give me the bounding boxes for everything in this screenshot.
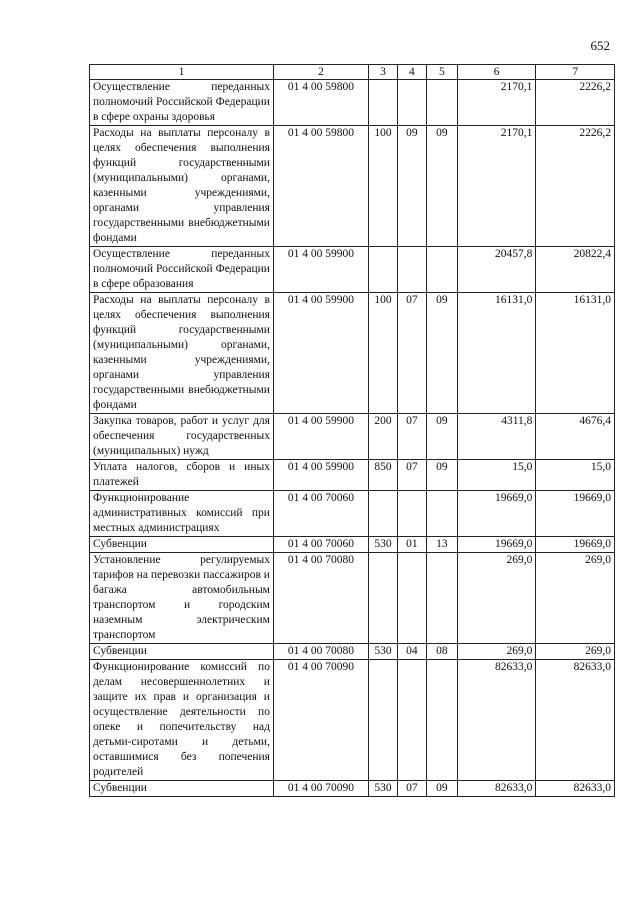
amount-col-6-cell: 2170,1 [457, 80, 536, 126]
amount-col-6-cell: 19669,0 [457, 491, 536, 537]
expense-name-cell: Субвенции [90, 537, 274, 553]
expense-name-cell: Закупка товаров, работ и услуг для обеспечения государственных (муниципальных) нужд [90, 414, 274, 460]
section-cell: 09 [397, 126, 426, 247]
expense-type-cell: 530 [369, 781, 398, 797]
subsection-cell: 09 [426, 126, 457, 247]
amount-col-7-cell: 15,0 [536, 460, 615, 491]
section-cell [397, 660, 426, 781]
header-col-2: 2 [273, 65, 368, 80]
table-row [90, 293, 615, 414]
table-row [90, 553, 615, 644]
subsection-cell [426, 247, 457, 293]
table-row [90, 80, 615, 126]
expense-type-cell [369, 80, 398, 126]
amount-col-7-cell: 269,0 [536, 644, 615, 660]
subsection-cell: 09 [426, 781, 457, 797]
target-code-cell: 01 4 00 59800 [273, 126, 368, 247]
target-code-cell: 01 4 00 59800 [273, 80, 368, 126]
amount-col-6-cell: 20457,8 [457, 247, 536, 293]
expense-type-cell: 200 [369, 414, 398, 460]
amount-col-7-cell: 20822,4 [536, 247, 615, 293]
header-col-5: 5 [426, 65, 457, 80]
section-cell [397, 80, 426, 126]
page-number: 652 [590, 38, 610, 53]
section-cell [397, 247, 426, 293]
table-row [90, 460, 615, 491]
amount-col-7-cell: 2226,2 [536, 80, 615, 126]
expense-type-cell [369, 553, 398, 644]
amount-col-6-cell: 269,0 [457, 553, 536, 644]
target-code-cell: 01 4 00 59900 [273, 247, 368, 293]
amount-col-6-cell: 269,0 [457, 644, 536, 660]
expense-name-cell: Субвенции [90, 644, 274, 660]
budget-table [89, 64, 615, 797]
expense-name-cell: Функционирование административных комиссий при местных администрациях [90, 491, 274, 537]
amount-col-6-cell: 2170,1 [457, 126, 536, 247]
amount-col-6-cell: 19669,0 [457, 537, 536, 553]
expense-type-cell [369, 660, 398, 781]
expense-name-cell: Уплата налогов, сборов и иных платежей [90, 460, 274, 491]
amount-col-6-cell: 15,0 [457, 460, 536, 491]
subsection-cell: 09 [426, 414, 457, 460]
table-row [90, 537, 615, 553]
section-cell: 07 [397, 781, 426, 797]
amount-col-7-cell: 19669,0 [536, 537, 615, 553]
section-cell: 01 [397, 537, 426, 553]
amount-col-7-cell: 19669,0 [536, 491, 615, 537]
amount-col-7-cell: 269,0 [536, 553, 615, 644]
subsection-cell [426, 660, 457, 781]
section-cell [397, 553, 426, 644]
subsection-cell: 08 [426, 644, 457, 660]
target-code-cell: 01 4 00 59900 [273, 293, 368, 414]
section-cell: 07 [397, 414, 426, 460]
expense-type-cell: 100 [369, 293, 398, 414]
expense-type-cell [369, 491, 398, 537]
target-code-cell: 01 4 00 70060 [273, 537, 368, 553]
header-col-1: 1 [90, 65, 274, 80]
header-col-6: 6 [457, 65, 536, 80]
expense-type-cell: 530 [369, 644, 398, 660]
expense-name-cell: Субвенции [90, 781, 274, 797]
section-cell [397, 491, 426, 537]
header-col-3: 3 [369, 65, 398, 80]
amount-col-7-cell: 2226,2 [536, 126, 615, 247]
table-row [90, 491, 615, 537]
section-cell: 07 [397, 460, 426, 491]
table-row [90, 644, 615, 660]
expense-name-cell: Расходы на выплаты персоналу в целях обеспечения выполнения функций государственными (муниципальными) органами, казенными учреждениями, органами управления государственными внебюджетными фондами [90, 293, 274, 414]
expense-name-cell: Функционирование комиссий по делам несовершеннолетних и защите их прав и организация и осуществление деятельности по опеке и попечительству над детьми-сиротами и детьми, оставшимися без попечения родителей [90, 660, 274, 781]
expense-name-cell: Осуществление переданных полномочий Российской Федерации в сфере образования [90, 247, 274, 293]
subsection-cell: 13 [426, 537, 457, 553]
table-row [90, 660, 615, 781]
amount-col-6-cell: 82633,0 [457, 660, 536, 781]
amount-col-7-cell: 16131,0 [536, 293, 615, 414]
amount-col-7-cell: 82633,0 [536, 781, 615, 797]
expense-type-cell: 850 [369, 460, 398, 491]
subsection-cell [426, 491, 457, 537]
expense-name-cell: Расходы на выплаты персоналу в целях обеспечения выполнения функций государственными (муниципальными) органами, казенными учреждениями, органами управления государственными внебюджетными фондами [90, 126, 274, 247]
table-row [90, 414, 615, 460]
section-cell: 07 [397, 293, 426, 414]
section-cell: 04 [397, 644, 426, 660]
subsection-cell [426, 553, 457, 644]
header-row [90, 65, 615, 80]
target-code-cell: 01 4 00 70090 [273, 781, 368, 797]
table-row [90, 126, 615, 247]
expense-type-cell [369, 247, 398, 293]
subsection-cell: 09 [426, 460, 457, 491]
target-code-cell: 01 4 00 70080 [273, 553, 368, 644]
expense-type-cell: 100 [369, 126, 398, 247]
expense-name-cell: Осуществление переданных полномочий Российской Федерации в сфере охраны здоровья [90, 80, 274, 126]
expense-name-cell: Установление регулируемых тарифов на перевозки пассажиров и багажа автомобильным транспортом и городским наземным электрическим транспортом [90, 553, 274, 644]
target-code-cell: 01 4 00 59900 [273, 414, 368, 460]
target-code-cell: 01 4 00 70060 [273, 491, 368, 537]
table-row [90, 781, 615, 797]
target-code-cell: 01 4 00 70090 [273, 660, 368, 781]
target-code-cell: 01 4 00 59900 [273, 460, 368, 491]
amount-col-6-cell: 82633,0 [457, 781, 536, 797]
subsection-cell [426, 80, 457, 126]
amount-col-7-cell: 82633,0 [536, 660, 615, 781]
table-row [90, 247, 615, 293]
subsection-cell: 09 [426, 293, 457, 414]
amount-col-7-cell: 4676,4 [536, 414, 615, 460]
header-col-7: 7 [536, 65, 615, 80]
amount-col-6-cell: 16131,0 [457, 293, 536, 414]
amount-col-6-cell: 4311,8 [457, 414, 536, 460]
header-col-4: 4 [397, 65, 426, 80]
target-code-cell: 01 4 00 70080 [273, 644, 368, 660]
expense-type-cell: 530 [369, 537, 398, 553]
